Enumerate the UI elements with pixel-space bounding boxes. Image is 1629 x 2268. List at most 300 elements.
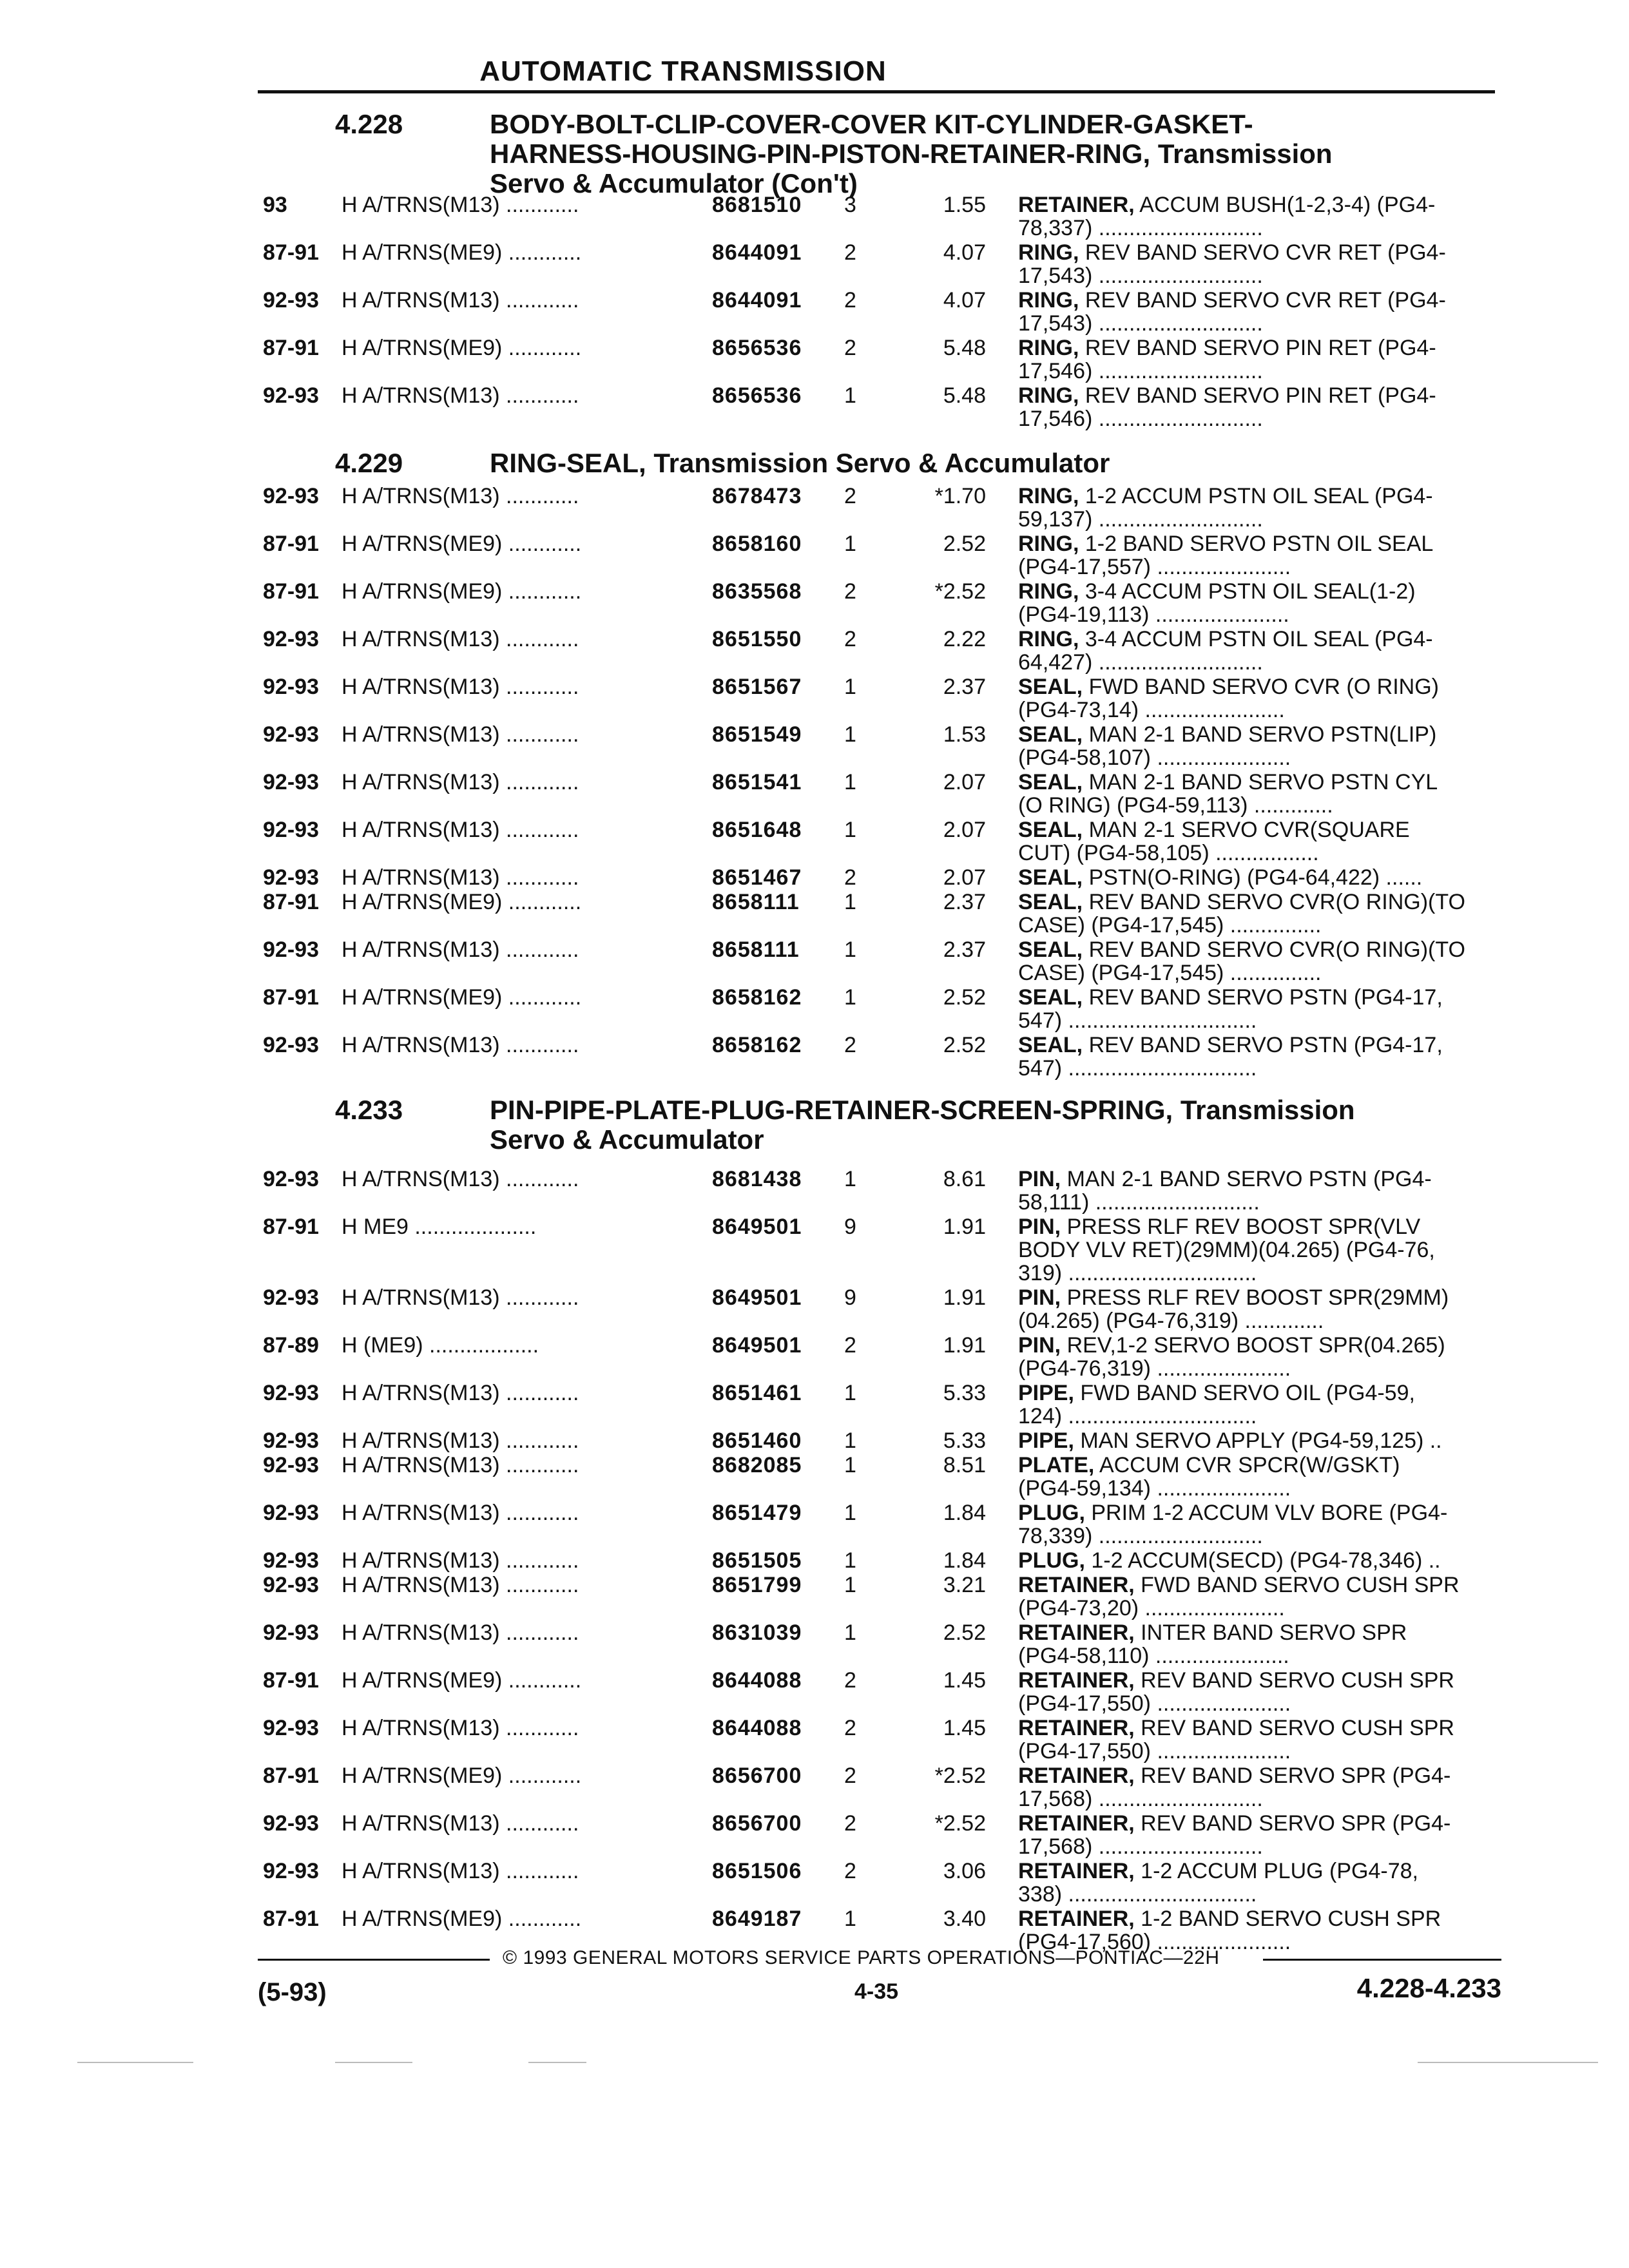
row-model: H A/TRNS(ME9) ............ xyxy=(342,1764,582,1787)
row-years: 92-93 xyxy=(263,865,319,890)
row-part-number: 8644091 xyxy=(712,240,802,265)
row-years: 92-93 xyxy=(263,383,319,408)
row-price: 2.52 xyxy=(943,1620,986,1645)
row-years: 92-93 xyxy=(263,770,319,794)
row-model: H A/TRNS(M13) ............ xyxy=(342,628,579,651)
row-description xyxy=(1018,1286,1495,1334)
row-description-text: PRESS RLF REV BOOST SPR(29MM) (04.265) (PG4-76,319) ............. xyxy=(1018,1286,1449,1333)
row-model: H A/TRNS(M13) ............ xyxy=(342,866,579,889)
row-description-noun: SEAL, xyxy=(1018,1033,1083,1057)
row-description-text: MAN 2-1 BAND SERVO PSTN CYL (O RING) (PG4-59,113) ............. xyxy=(1018,771,1438,818)
row-quantity: 2 xyxy=(844,627,856,651)
section-number: 4.233 xyxy=(335,1095,403,1125)
row-model: H A/TRNS(M13) ............ xyxy=(342,384,579,407)
row-description xyxy=(1018,818,1495,866)
row-description xyxy=(1018,675,1495,723)
row-part-number: 8644091 xyxy=(712,288,802,312)
row-description-noun: SEAL, xyxy=(1018,675,1083,699)
parts-row xyxy=(0,675,1629,723)
row-price: 1.45 xyxy=(943,1668,986,1693)
parts-row xyxy=(0,723,1629,771)
row-price: 1.91 xyxy=(943,1285,986,1310)
row-years: 87-91 xyxy=(263,532,319,556)
row-part-number: 8649501 xyxy=(712,1215,802,1239)
footer-page-number: 4-35 xyxy=(854,1979,899,2004)
row-years: 92-93 xyxy=(263,627,319,651)
row-model: H A/TRNS(M13) ............ xyxy=(342,289,579,312)
row-model: H A/TRNS(ME9) ............ xyxy=(342,241,582,264)
row-description-text: FWD BAND SERVO CUSH SPR (PG4-73,20) ....................... xyxy=(1018,1573,1460,1620)
row-description-noun: RETAINER, xyxy=(1018,1573,1135,1597)
row-description-noun: RING, xyxy=(1018,289,1079,312)
row-quantity: 2 xyxy=(844,336,856,360)
row-description-text: INTER BAND SERVO SPR (PG4-58,110) ...................... xyxy=(1018,1621,1407,1668)
row-part-number: 8651550 xyxy=(712,627,802,651)
row-model: H A/TRNS(ME9) ............ xyxy=(342,986,582,1009)
row-description-noun: PIN, xyxy=(1018,1334,1061,1358)
row-description-text: REV BAND SERVO CUSH SPR (PG4-17,550) ...................... xyxy=(1018,1716,1454,1763)
row-years: 87-91 xyxy=(263,240,319,265)
row-part-number: 8651648 xyxy=(712,818,802,842)
row-description-text: REV BAND SERVO SPR (PG4- 17,568) ........................... xyxy=(1018,1812,1451,1859)
header-rule xyxy=(258,90,1495,93)
row-description-text: MAN 2-1 BAND SERVO PSTN(LIP) (PG4-58,107) ...................... xyxy=(1018,723,1437,770)
row-model: H A/TRNS(M13) ............ xyxy=(342,1381,579,1405)
row-description-text: 3-4 ACCUM PSTN OIL SEAL (PG4- 64,427) ........................... xyxy=(1018,628,1433,675)
row-part-number: 8651479 xyxy=(712,1501,802,1525)
row-description xyxy=(1018,938,1495,986)
row-part-number: 8656700 xyxy=(712,1811,802,1836)
row-quantity: 1 xyxy=(844,1428,856,1453)
row-years: 92-93 xyxy=(263,1811,319,1836)
row-part-number: 8681510 xyxy=(712,193,802,217)
row-description-text: FWD BAND SERVO OIL (PG4-59, 124) ............................... xyxy=(1018,1381,1415,1428)
parts-row xyxy=(0,580,1629,628)
row-quantity: 1 xyxy=(844,532,856,556)
parts-row xyxy=(0,1381,1629,1429)
row-description xyxy=(1018,1215,1495,1286)
row-description xyxy=(1018,1812,1495,1860)
row-price: 4.07 xyxy=(943,240,986,265)
row-years: 92-93 xyxy=(263,675,319,699)
row-model: H A/TRNS(M13) ............ xyxy=(342,1621,579,1644)
row-part-number: 8658162 xyxy=(712,1033,802,1057)
row-years: 87-91 xyxy=(263,336,319,360)
row-description-noun: RETAINER, xyxy=(1018,1669,1135,1693)
row-description-text: REV,1-2 SERVO BOOST SPR(04.265) (PG4-76,319) ...................... xyxy=(1018,1334,1445,1381)
row-description xyxy=(1018,241,1495,289)
row-years: 92-93 xyxy=(263,722,319,747)
parts-row xyxy=(0,1669,1629,1716)
row-years: 92-93 xyxy=(263,1033,319,1057)
section-title: RING-SEAL, Transmission Servo & Accumulator xyxy=(490,448,1110,478)
row-description-noun: SEAL, xyxy=(1018,938,1083,962)
row-price: 2.52 xyxy=(943,1033,986,1057)
row-quantity: 2 xyxy=(844,865,856,890)
row-model: H A/TRNS(M13) ............ xyxy=(342,818,579,841)
row-description xyxy=(1018,384,1495,432)
row-part-number: 8651567 xyxy=(712,675,802,699)
row-price: 4.07 xyxy=(943,288,986,312)
row-quantity: 2 xyxy=(844,484,856,508)
row-description-text: FWD BAND SERVO CVR (O RING) (PG4-73,14) ....................... xyxy=(1018,675,1439,722)
row-years: 92-93 xyxy=(263,484,319,508)
row-price: 2.37 xyxy=(943,937,986,962)
row-model: H A/TRNS(M13) ............ xyxy=(342,1286,579,1309)
row-description-noun: RETAINER, xyxy=(1018,1907,1135,1931)
row-price: 1.45 xyxy=(943,1716,986,1740)
parts-row xyxy=(0,771,1629,818)
row-description-noun: SEAL, xyxy=(1018,818,1083,842)
row-description-noun: RING, xyxy=(1018,628,1079,651)
row-quantity: 1 xyxy=(844,1620,856,1645)
section-title: BODY-BOLT-CLIP-COVER-COVER KIT-CYLINDER-GASKET- HARNESS-HOUSING-PIN-PISTON-RETAINER-RING, Transmission Servo & Accumulator (Con't) xyxy=(490,109,1333,198)
parts-row xyxy=(0,1860,1629,1907)
row-model: H A/TRNS(ME9) ............ xyxy=(342,890,582,914)
row-description xyxy=(1018,1716,1495,1764)
row-part-number: 8644088 xyxy=(712,1668,802,1693)
row-quantity: 9 xyxy=(844,1215,856,1239)
row-description-text: MAN 2-1 SERVO CVR(SQUARE CUT) (PG4-58,105) ................. xyxy=(1018,818,1410,865)
row-description xyxy=(1018,1033,1495,1081)
parts-row xyxy=(0,336,1629,384)
row-part-number: 8635568 xyxy=(712,579,802,604)
row-quantity: 2 xyxy=(844,1716,856,1740)
row-part-number: 8658162 xyxy=(712,985,802,1010)
row-description-noun: SEAL, xyxy=(1018,723,1083,747)
row-part-number: 8658160 xyxy=(712,532,802,556)
row-price: 1.84 xyxy=(943,1548,986,1573)
row-description-text: REV BAND SERVO PSTN (PG4-17, 547) ............................... xyxy=(1018,1033,1443,1081)
row-price: *2.52 xyxy=(934,579,986,604)
row-description-text: REV BAND SERVO PIN RET (PG4- 17,546) ........................... xyxy=(1018,384,1436,431)
row-model: H A/TRNS(M13) ............ xyxy=(342,1549,579,1572)
parts-row xyxy=(0,1286,1629,1334)
row-description-text: REV BAND SERVO PSTN (PG4-17, 547) ............................... xyxy=(1018,986,1443,1033)
row-price: 2.37 xyxy=(943,890,986,914)
parts-row xyxy=(0,1501,1629,1549)
row-description xyxy=(1018,289,1495,336)
row-description-noun: RETAINER, xyxy=(1018,1621,1135,1645)
row-quantity: 2 xyxy=(844,1668,856,1693)
row-part-number: 8658111 xyxy=(712,937,800,962)
row-description xyxy=(1018,1621,1495,1669)
row-model: H A/TRNS(M13) ............ xyxy=(342,1429,579,1452)
row-years: 92-93 xyxy=(263,1428,319,1453)
row-description-text: MAN SERVO APPLY (PG4-59,125) .. xyxy=(1074,1429,1442,1453)
row-description-noun: RING, xyxy=(1018,580,1079,604)
row-description-noun: SEAL, xyxy=(1018,890,1083,914)
row-price: 5.48 xyxy=(943,336,986,360)
row-price: 2.07 xyxy=(943,818,986,842)
row-price: 3.40 xyxy=(943,1907,986,1931)
row-price: 2.52 xyxy=(943,532,986,556)
footer-rule-left xyxy=(258,1959,490,1961)
row-description-noun: RING, xyxy=(1018,241,1079,265)
row-description xyxy=(1018,723,1495,771)
row-years: 87-91 xyxy=(263,985,319,1010)
parts-row xyxy=(0,1168,1629,1215)
row-quantity: 1 xyxy=(844,1453,856,1477)
row-model: H A/TRNS(ME9) ............ xyxy=(342,336,582,360)
parts-row xyxy=(0,890,1629,938)
row-quantity: 1 xyxy=(844,1167,856,1191)
row-part-number: 8651461 xyxy=(712,1381,802,1405)
row-years: 92-93 xyxy=(263,288,319,312)
row-part-number: 8631039 xyxy=(712,1620,802,1645)
row-description-text: 1-2 ACCUM PLUG (PG4-78, 338) ............................... xyxy=(1018,1860,1418,1907)
row-quantity: 1 xyxy=(844,890,856,914)
row-quantity: 1 xyxy=(844,675,856,699)
row-quantity: 1 xyxy=(844,770,856,794)
row-part-number: 8682085 xyxy=(712,1453,802,1477)
row-price: 1.91 xyxy=(943,1333,986,1358)
row-quantity: 2 xyxy=(844,1763,856,1788)
parts-row xyxy=(0,1033,1629,1081)
row-price: 1.55 xyxy=(943,193,986,217)
parts-row xyxy=(0,485,1629,532)
row-price: 2.37 xyxy=(943,675,986,699)
row-quantity: 2 xyxy=(844,288,856,312)
row-description-text: 1-2 ACCUM PSTN OIL SEAL (PG4- 59,137) ........................... xyxy=(1018,485,1433,532)
row-part-number: 8651549 xyxy=(712,722,802,747)
row-price: 5.33 xyxy=(943,1381,986,1405)
row-quantity: 1 xyxy=(844,1548,856,1573)
scan-artifact xyxy=(335,2062,412,2063)
row-description xyxy=(1018,1501,1495,1549)
row-price: 3.21 xyxy=(943,1573,986,1597)
row-description-text: REV BAND SERVO CVR RET (PG4- 17,543) ........................... xyxy=(1018,241,1446,288)
row-model: H A/TRNS(M13) ............ xyxy=(342,771,579,794)
row-model: H A/TRNS(M13) ............ xyxy=(342,1501,579,1524)
row-price: 3.06 xyxy=(943,1859,986,1883)
row-description xyxy=(1018,1764,1495,1812)
row-quantity: 1 xyxy=(844,722,856,747)
row-description xyxy=(1018,628,1495,675)
row-model: H A/TRNS(M13) ............ xyxy=(342,1573,579,1597)
row-part-number: 8649187 xyxy=(712,1907,802,1931)
footer-section-range: 4.228-4.233 xyxy=(1356,1973,1501,2003)
row-years: 92-93 xyxy=(263,937,319,962)
row-description-noun: PLATE, xyxy=(1018,1454,1095,1477)
parts-row xyxy=(0,384,1629,432)
row-description-text: ACCUM BUSH(1-2,3-4) (PG4- 78,337) ........................... xyxy=(1018,193,1436,240)
row-quantity: 1 xyxy=(844,1501,856,1525)
row-description-noun: RETAINER, xyxy=(1018,1716,1135,1740)
row-description xyxy=(1018,890,1495,938)
row-quantity: 1 xyxy=(844,818,856,842)
row-description xyxy=(1018,1381,1495,1429)
row-price: 1.84 xyxy=(943,1501,986,1525)
row-description-noun: RETAINER, xyxy=(1018,193,1135,217)
footer-rule-right xyxy=(1263,1959,1501,1961)
row-description-noun: RING, xyxy=(1018,485,1079,508)
row-model: H A/TRNS(ME9) ............ xyxy=(342,1669,582,1692)
row-years: 92-93 xyxy=(263,1620,319,1645)
row-description-noun: PIPE, xyxy=(1018,1381,1074,1405)
row-part-number: 8678473 xyxy=(712,484,802,508)
row-years: 92-93 xyxy=(263,818,319,842)
row-part-number: 8651505 xyxy=(712,1548,802,1573)
row-description-text: REV BAND SERVO CUSH SPR (PG4-17,550) ...................... xyxy=(1018,1669,1454,1716)
section-number: 4.228 xyxy=(335,109,403,139)
row-quantity: 1 xyxy=(844,985,856,1010)
row-quantity: 2 xyxy=(844,1811,856,1836)
row-quantity: 2 xyxy=(844,240,856,265)
row-price: 8.61 xyxy=(943,1167,986,1191)
row-description-text: PRESS RLF REV BOOST SPR(VLV BODY VLV RET)(29MM)(04.265) (PG4-76, 319) ............................... xyxy=(1018,1215,1435,1285)
row-model: H A/TRNS(M13) ............ xyxy=(342,193,579,216)
row-price: *2.52 xyxy=(934,1811,986,1836)
row-description-text: ACCUM CVR SPCR(W/GSKT) (PG4-59,134) ...................... xyxy=(1018,1454,1400,1501)
row-part-number: 8658111 xyxy=(712,890,800,914)
row-description-noun: RING, xyxy=(1018,336,1079,360)
footer-date-code: (5-93) xyxy=(258,1978,327,2006)
parts-row xyxy=(0,193,1629,241)
parts-row xyxy=(0,1573,1629,1621)
row-description xyxy=(1018,1669,1495,1716)
row-part-number: 8681438 xyxy=(712,1167,802,1191)
row-model: H A/TRNS(M13) ............ xyxy=(342,1454,579,1477)
row-years: 87-91 xyxy=(263,1668,319,1693)
row-model: H A/TRNS(M13) ............ xyxy=(342,485,579,508)
row-description-text: 1-2 BAND SERVO PSTN OIL SEAL (PG4-17,557) ...................... xyxy=(1018,532,1434,579)
row-description xyxy=(1018,336,1495,384)
row-description xyxy=(1018,1860,1495,1907)
row-description xyxy=(1018,986,1495,1033)
row-years: 92-93 xyxy=(263,1716,319,1740)
row-years: 92-93 xyxy=(263,1285,319,1310)
row-model: H A/TRNS(M13) ............ xyxy=(342,1860,579,1883)
row-price: 2.07 xyxy=(943,865,986,890)
row-description-text: PSTN(O-RING) (PG4-64,422) ...... xyxy=(1083,866,1423,890)
row-part-number: 8651460 xyxy=(712,1428,802,1453)
row-years: 87-91 xyxy=(263,1763,319,1788)
row-description xyxy=(1018,193,1495,241)
row-description-noun: SEAL, xyxy=(1018,771,1083,794)
row-years: 87-91 xyxy=(263,1907,319,1931)
parts-row xyxy=(0,532,1629,580)
row-model: H A/TRNS(ME9) ............ xyxy=(342,580,582,603)
row-description xyxy=(1018,1334,1495,1381)
row-description xyxy=(1018,532,1495,580)
row-description-text: 1-2 ACCUM(SECD) (PG4-78,346) .. xyxy=(1084,1549,1441,1573)
row-description-noun: RETAINER, xyxy=(1018,1764,1135,1788)
row-model: H A/TRNS(ME9) ............ xyxy=(342,532,582,555)
row-part-number: 8649501 xyxy=(712,1285,802,1310)
row-description-noun: SEAL, xyxy=(1018,986,1083,1010)
row-years: 87-91 xyxy=(263,1215,319,1239)
row-price: 8.51 xyxy=(943,1453,986,1477)
row-price: *1.70 xyxy=(934,484,986,508)
row-quantity: 3 xyxy=(844,193,856,217)
row-quantity: 2 xyxy=(844,1859,856,1883)
row-quantity: 1 xyxy=(844,1907,856,1931)
row-price: 2.07 xyxy=(943,770,986,794)
row-part-number: 8656700 xyxy=(712,1763,802,1788)
parts-row xyxy=(0,986,1629,1033)
scan-artifact xyxy=(528,2062,586,2063)
row-description-text: 3-4 ACCUM PSTN OIL SEAL(1-2) (PG4-19,113) ...................... xyxy=(1018,580,1416,627)
row-quantity: 1 xyxy=(844,1381,856,1405)
parts-row xyxy=(0,938,1629,986)
row-description-noun: PIN, xyxy=(1018,1215,1061,1239)
row-model: H A/TRNS(M13) ............ xyxy=(342,1716,579,1740)
row-price: 2.52 xyxy=(943,985,986,1010)
footer-copyright: © 1993 GENERAL MOTORS SERVICE PARTS OPERATIONS—PONTIAC—22H xyxy=(503,1947,1220,1968)
row-description-noun: SEAL, xyxy=(1018,866,1083,890)
row-quantity: 2 xyxy=(844,1033,856,1057)
row-part-number: 8656536 xyxy=(712,383,802,408)
row-price: 5.48 xyxy=(943,383,986,408)
row-description-text: 1-2 BAND SERVO CUSH SPR (PG4-17,560) ...................... xyxy=(1018,1907,1441,1954)
section-number: 4.229 xyxy=(335,448,403,478)
row-description-noun: PLUG, xyxy=(1018,1501,1085,1525)
row-description xyxy=(1018,1168,1495,1215)
parts-row xyxy=(0,1621,1629,1669)
row-description xyxy=(1018,580,1495,628)
row-part-number: 8656536 xyxy=(712,336,802,360)
row-part-number: 8644088 xyxy=(712,1716,802,1740)
row-part-number: 8651799 xyxy=(712,1573,802,1597)
row-part-number: 8649501 xyxy=(712,1333,802,1358)
row-model: H A/TRNS(M13) ............ xyxy=(342,1812,579,1835)
row-description-text: MAN 2-1 BAND SERVO PSTN (PG4- 58,111) ........................... xyxy=(1018,1168,1432,1215)
row-years: 87-89 xyxy=(263,1333,319,1358)
row-description-noun: PIN, xyxy=(1018,1168,1061,1191)
row-quantity: 1 xyxy=(844,1573,856,1597)
row-description-text: REV BAND SERVO CVR(O RING)(TO CASE) (PG4-17,545) ............... xyxy=(1018,938,1465,985)
row-description-text: REV BAND SERVO CVR RET (PG4- 17,543) ........................... xyxy=(1018,289,1446,336)
row-years: 87-91 xyxy=(263,579,319,604)
row-description-noun: PIPE, xyxy=(1018,1429,1074,1453)
row-model: H A/TRNS(ME9) ............ xyxy=(342,1907,582,1930)
row-years: 92-93 xyxy=(263,1548,319,1573)
row-part-number: 8651467 xyxy=(712,865,802,890)
page-header-title: AUTOMATIC TRANSMISSION xyxy=(479,55,887,87)
row-quantity: 9 xyxy=(844,1285,856,1310)
parts-row xyxy=(0,241,1629,289)
row-years: 92-93 xyxy=(263,1167,319,1191)
row-model: H (ME9) .................. xyxy=(342,1334,539,1357)
parts-row xyxy=(0,1334,1629,1381)
row-description-text: REV BAND SERVO SPR (PG4- 17,568) ........................... xyxy=(1018,1764,1451,1811)
section-title: PIN-PIPE-PLATE-PLUG-RETAINER-SCREEN-SPRING, Transmission Servo & Accumulator xyxy=(490,1095,1355,1155)
row-description-noun: RING, xyxy=(1018,532,1079,556)
parts-row xyxy=(0,1454,1629,1501)
row-years: 87-91 xyxy=(263,890,319,914)
row-years: 92-93 xyxy=(263,1381,319,1405)
row-description-noun: RETAINER, xyxy=(1018,1860,1135,1883)
row-years: 92-93 xyxy=(263,1573,319,1597)
row-years: 92-93 xyxy=(263,1453,319,1477)
parts-row xyxy=(0,1812,1629,1860)
row-quantity: 2 xyxy=(844,579,856,604)
parts-row xyxy=(0,628,1629,675)
row-description xyxy=(1018,485,1495,532)
parts-row xyxy=(0,818,1629,866)
row-description-noun: RING, xyxy=(1018,384,1079,408)
row-quantity: 1 xyxy=(844,937,856,962)
row-years: 92-93 xyxy=(263,1859,319,1883)
row-description xyxy=(1018,1454,1495,1501)
row-description-noun: PLUG, xyxy=(1018,1549,1085,1573)
row-description-text: REV BAND SERVO PIN RET (PG4- 17,546) ........................... xyxy=(1018,336,1436,383)
scan-artifact xyxy=(77,2062,193,2063)
row-description-text: PRIM 1-2 ACCUM VLV BORE (PG4- 78,339) ........................... xyxy=(1018,1501,1448,1548)
row-years: 92-93 xyxy=(263,1501,319,1525)
row-quantity: 2 xyxy=(844,1333,856,1358)
